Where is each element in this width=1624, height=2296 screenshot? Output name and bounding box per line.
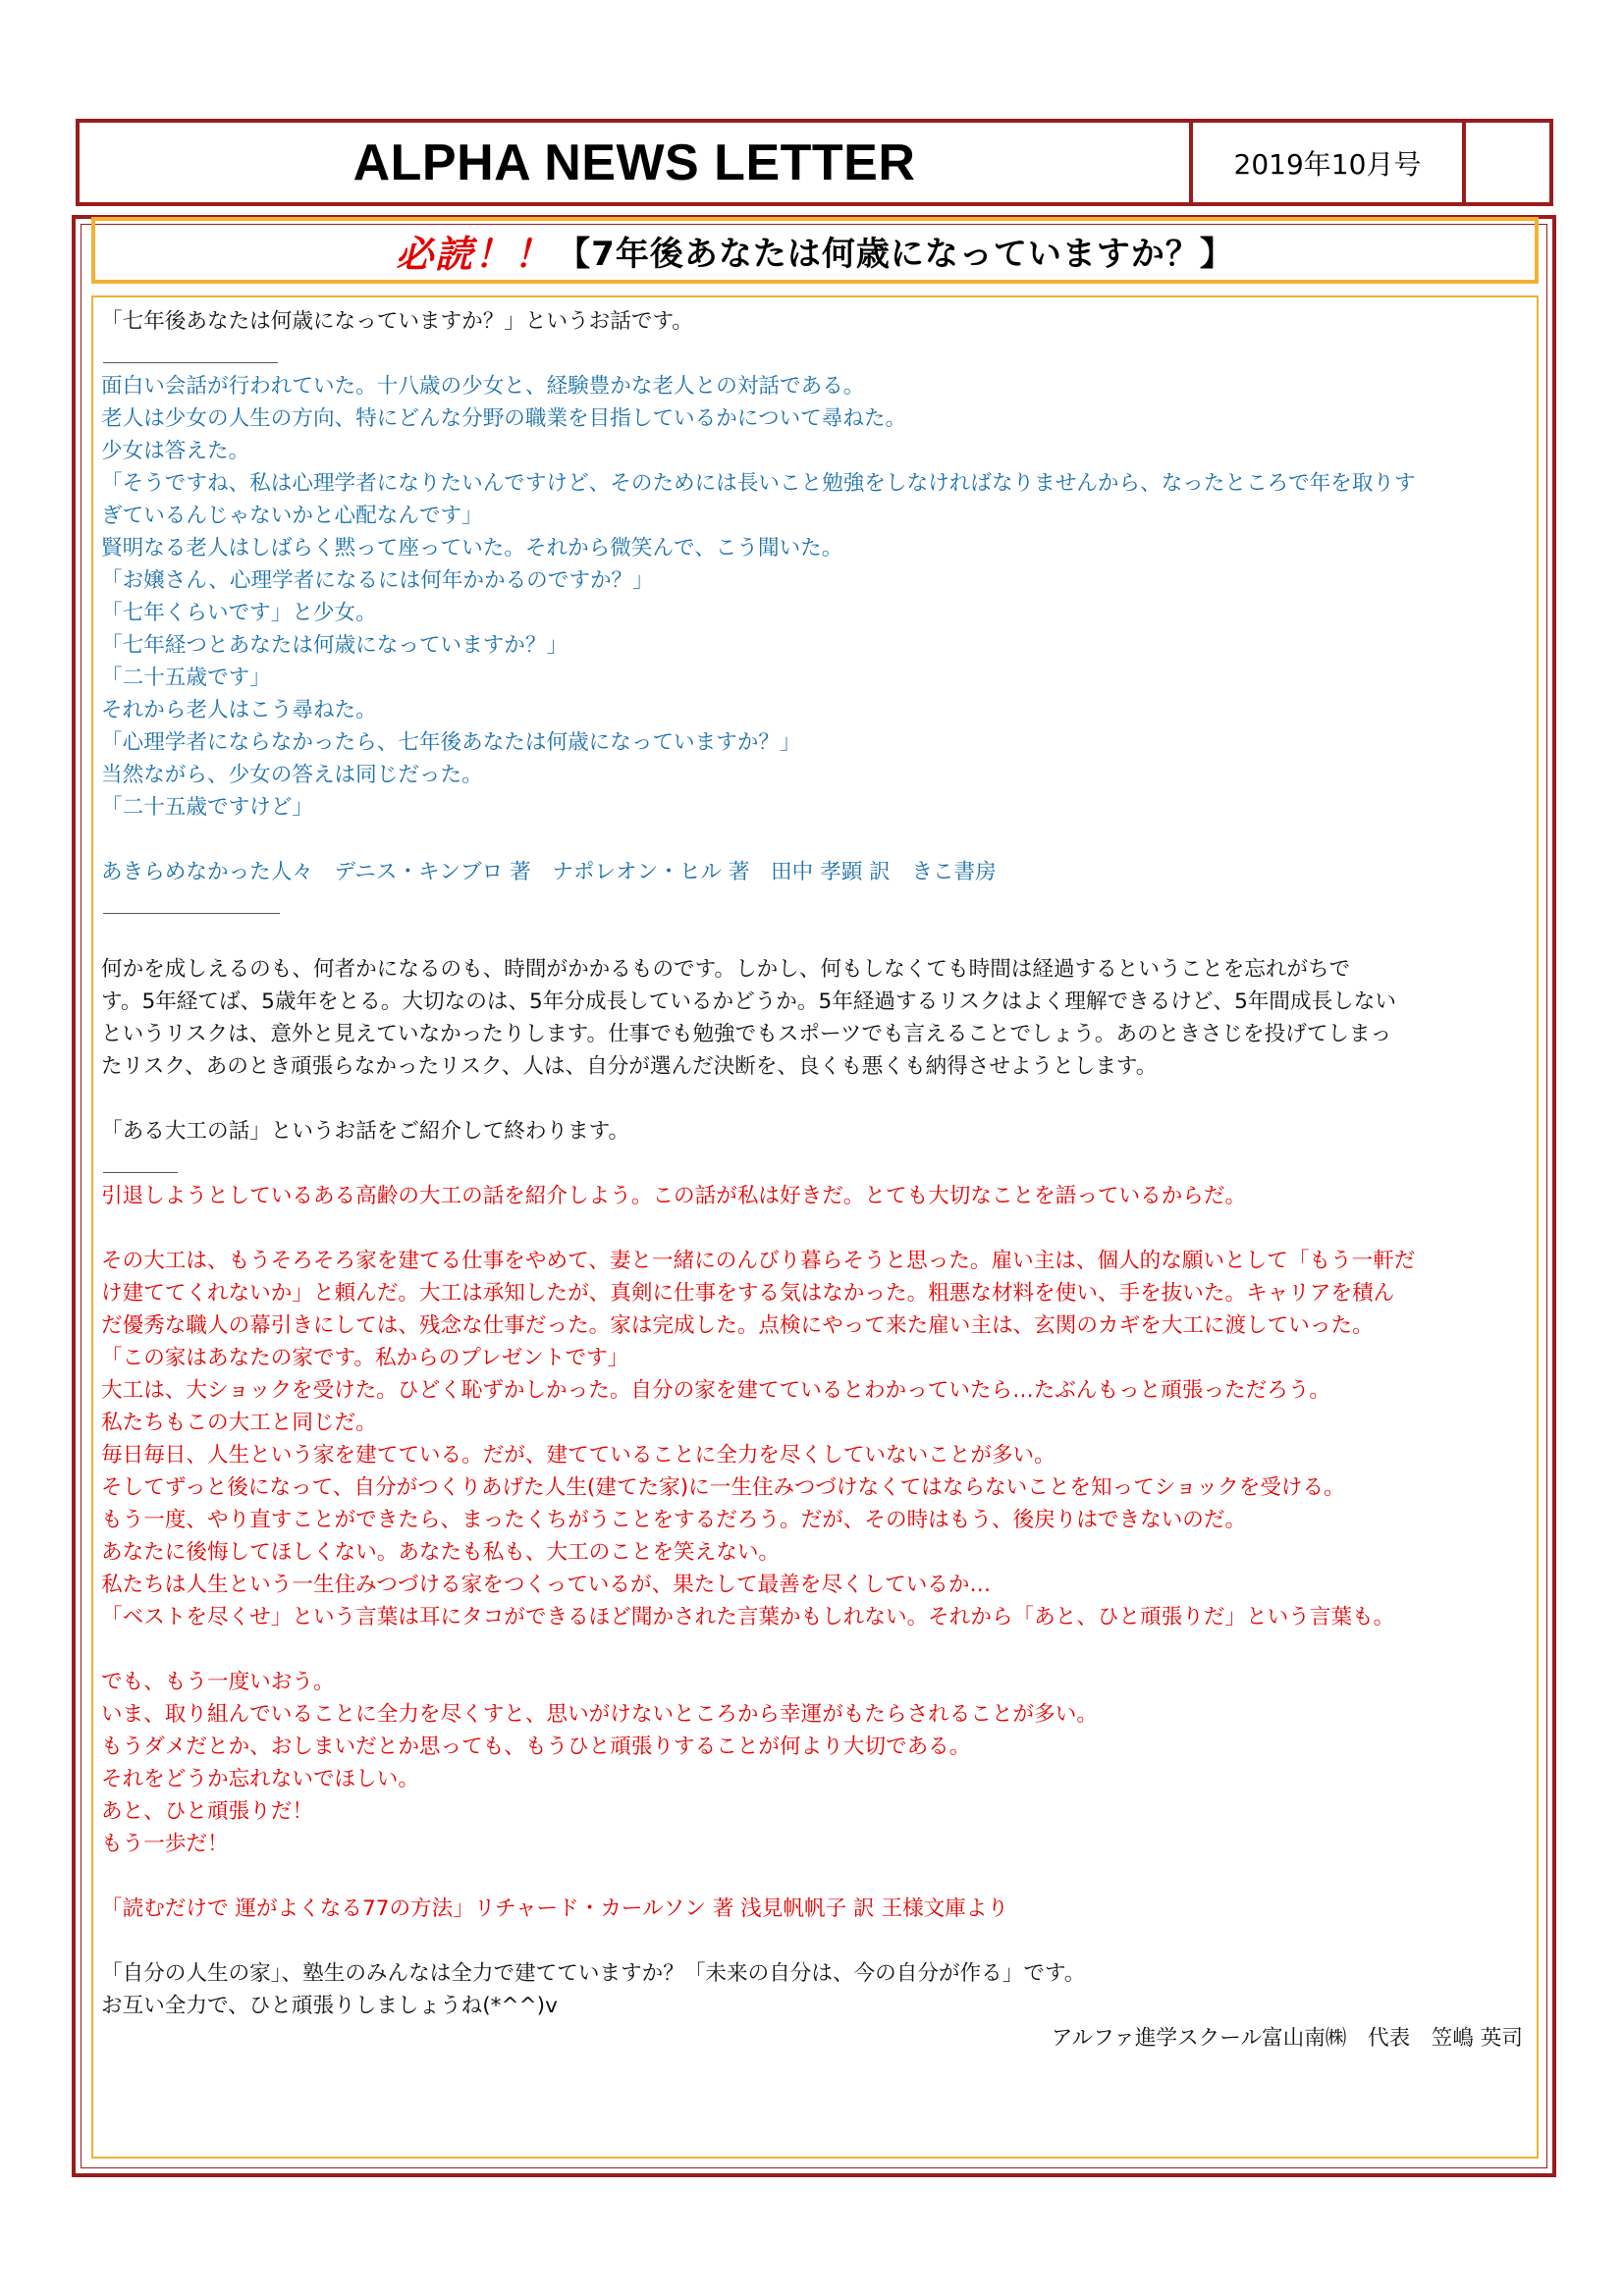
text-line: 老人は少女の人生の方向、特にどんな分野の職業を目指しているかについて尋ねた。 — [101, 406, 907, 431]
text-line: 当然ながら、少女の答えは同じだった。 — [101, 763, 483, 787]
text-line: 面白い会話が行われていた。十八歳の少女と、経験豊かな老人との対話である。 — [101, 374, 865, 399]
signature: アルファ進学スクール富山南㈱ 代表 笠嶋 英司 — [1051, 2026, 1523, 2051]
text-line: 「七年経つとあなたは何歳になっていますか？」 — [101, 633, 568, 658]
article-content — [101, 305, 1535, 2055]
issue-date: 2019年10月号 — [1189, 123, 1466, 202]
spacer — [101, 1212, 1535, 1245]
text-line: お互い全力で、ひと頑張りしましょうね(*^^)v — [101, 1994, 558, 2018]
text-line: もうダメだとか、おしまいだとか思っても、もうひと頑張りすることが何より大切である。 — [101, 1735, 971, 1759]
newsletter-title: ALPHA NEWS LETTER — [352, 133, 916, 191]
text-line: だ優秀な職人の幕引きにしては、残念な仕事だった。家は完成した。点検にやって来た雇い主は、玄関のカギを大工に渡していった。 — [101, 1313, 1374, 1338]
section2-source: 「読むだけで 運がよくなる77の方法」リチャード・カールソン 著 浅見帆帆子 訳 王様文庫より — [101, 1896, 1009, 1921]
text-line: でも、もう一度いおう。 — [101, 1670, 335, 1694]
headline-box — [91, 217, 1539, 284]
text-line: 賢明なる老人はしばらく黙って座っていた。それから微笑んで、こう聞いた。 — [101, 536, 843, 561]
text-line: す。5年経てば、5歳年をとる。大切なのは、5年分成長しているかどうか。5年経過するリスクはよく理解できるけど、5年間成長しない — [101, 989, 1396, 1014]
text-line: というリスクは、意外と見えていなかったりします。仕事でも勉強でもスポーツでも言えることでしょう。あのときさじを投げてしまっ — [101, 1022, 1392, 1046]
section2-story — [101, 1245, 1535, 1633]
spacer — [101, 824, 1535, 856]
divider-line — [101, 888, 1535, 921]
spacer — [101, 1083, 1535, 1115]
spacer — [101, 1860, 1535, 1893]
section1-source: あきらめなかった人々 デニス・キンブロ 著 ナポレオン・ヒル 著 田中 孝顕 訳 きこ書房 — [101, 860, 997, 884]
text-line: もう一度、やり直すことができたら、まったくちがうことをするだろう。だが、その時はもう、後戻りはできないのだ。 — [101, 1508, 1247, 1532]
article-body-box — [91, 295, 1539, 2159]
text-line: 少女は答えた。 — [101, 439, 250, 463]
section1-story — [101, 370, 1535, 824]
text-line: それから老人はこう尋ねた。 — [101, 698, 377, 722]
text-line: 「七年くらいです」と少女。 — [101, 601, 377, 625]
text-line: あと、ひと頑張りだ！ — [101, 1799, 313, 1824]
footer-message — [101, 1957, 1535, 2022]
text-line: もう一歩だ！ — [101, 1832, 229, 1856]
text-line: 毎日毎日、人生という家を建てている。だが、建てていることに全力を尽くしていないことが多い。 — [101, 1443, 1056, 1468]
spacer — [101, 921, 1535, 953]
text-line: あなたに後悔してほしくない。あなたも私も、大工のことを笑えない。 — [101, 1540, 781, 1565]
text-line: ぎているんじゃないかと心配なんです」 — [101, 504, 483, 528]
must-read-label: 必読！！ — [396, 232, 554, 276]
text-line: 私たちもこの大工と同じだ。 — [101, 1411, 377, 1435]
spacer — [101, 1925, 1535, 1957]
text-line: け建ててくれないか」と頼んだ。大工は承知したが、真剣に仕事をする気はなかった。粗悪な材料を使い、手を抜いた。キャリアを積ん — [101, 1281, 1395, 1306]
text-line: いま、取り組んでいることに全力を尽くすと、思いがけないところから幸運がもたらされることが多い。 — [101, 1702, 1098, 1727]
text-line: 大工は、大ショックを受けた。ひどく恥ずかしかった。自分の家を建てているとわかっていたら…たぶんもっと頑張っただろう。 — [101, 1378, 1331, 1403]
text-line: 「心理学者にならなかったら、七年後あなたは何歳になっていますか？」 — [101, 730, 801, 755]
text-line: 「そうですね、私は心理学者になりたいんですけど、そのためには長いこと勉強をしなければなりませんから、なったところで年を取りす — [101, 471, 1416, 496]
text-line: 私たちは人生という一生住みつづける家をつくっているが、果たして最善を尽くしているか… — [101, 1573, 992, 1597]
text-line: 「二十五歳です」 — [101, 666, 271, 690]
spacer — [101, 1633, 1535, 1666]
text-line: そしてずっと後になって、自分がつくりあげた人生(建てた家)に一生住みつづけなくてはならないことを知ってショックを受ける。 — [101, 1475, 1345, 1500]
text-line: 「二十五歳ですけど」 — [101, 795, 313, 820]
commentary-paragraph — [101, 953, 1535, 1083]
text-line: 「お嬢さん、心理学者になるには何年かかるのですか？」 — [101, 568, 654, 593]
text-line: 「ベストを尽くせ」という言葉は耳にタコができるほど聞かされた言葉かもしれない。それから「あと、ひと頑張りだ」という言葉も。 — [101, 1605, 1395, 1629]
section2-closing — [101, 1666, 1535, 1860]
text-line: それをどうか忘れないでほしい。 — [101, 1767, 419, 1791]
section2-lead: 引退しようとしているある高齢の大工の話を紹介しよう。この話が私は好きだ。とても大切なことを語っているからだ。 — [101, 1184, 1247, 1208]
text-line: 「自分の人生の家」、塾生のみんなは全力で建てていますか？「未来の自分は、今の自分が作る」です。 — [101, 1961, 1086, 1986]
headline-title: 【7年後あなたは何歳になっていますか？】 — [557, 234, 1234, 274]
text-line: その大工は、もうそろそろ家を建てる仕事をやめて、妻と一緒にのんびり暮らそうと思った。雇い主は、個人的な願いとして「もう一軒だ — [101, 1249, 1416, 1273]
section1-intro: 「七年後あなたは何歳になっていますか？」というお話です。 — [101, 309, 693, 334]
text-line: たリスク、あのとき頑張らなかったリスク、人は、自分が選んだ決断を、良くも悪くも納得させようとします。 — [101, 1054, 1158, 1079]
divider-line — [101, 1148, 1535, 1180]
text-line: 「この家はあなたの家です。私からのプレゼントです」 — [101, 1346, 629, 1370]
text-line: 何かを成しえるのも、何者かになるのも、時間がかかるものです。しかし、何もしなくても時間は経過するということを忘れがちで — [101, 957, 1351, 982]
section2-intro: 「ある大工の話」というお話をご紹介して終わります。 — [101, 1119, 630, 1144]
newsletter-header — [76, 119, 1553, 206]
divider-line — [101, 338, 1535, 370]
